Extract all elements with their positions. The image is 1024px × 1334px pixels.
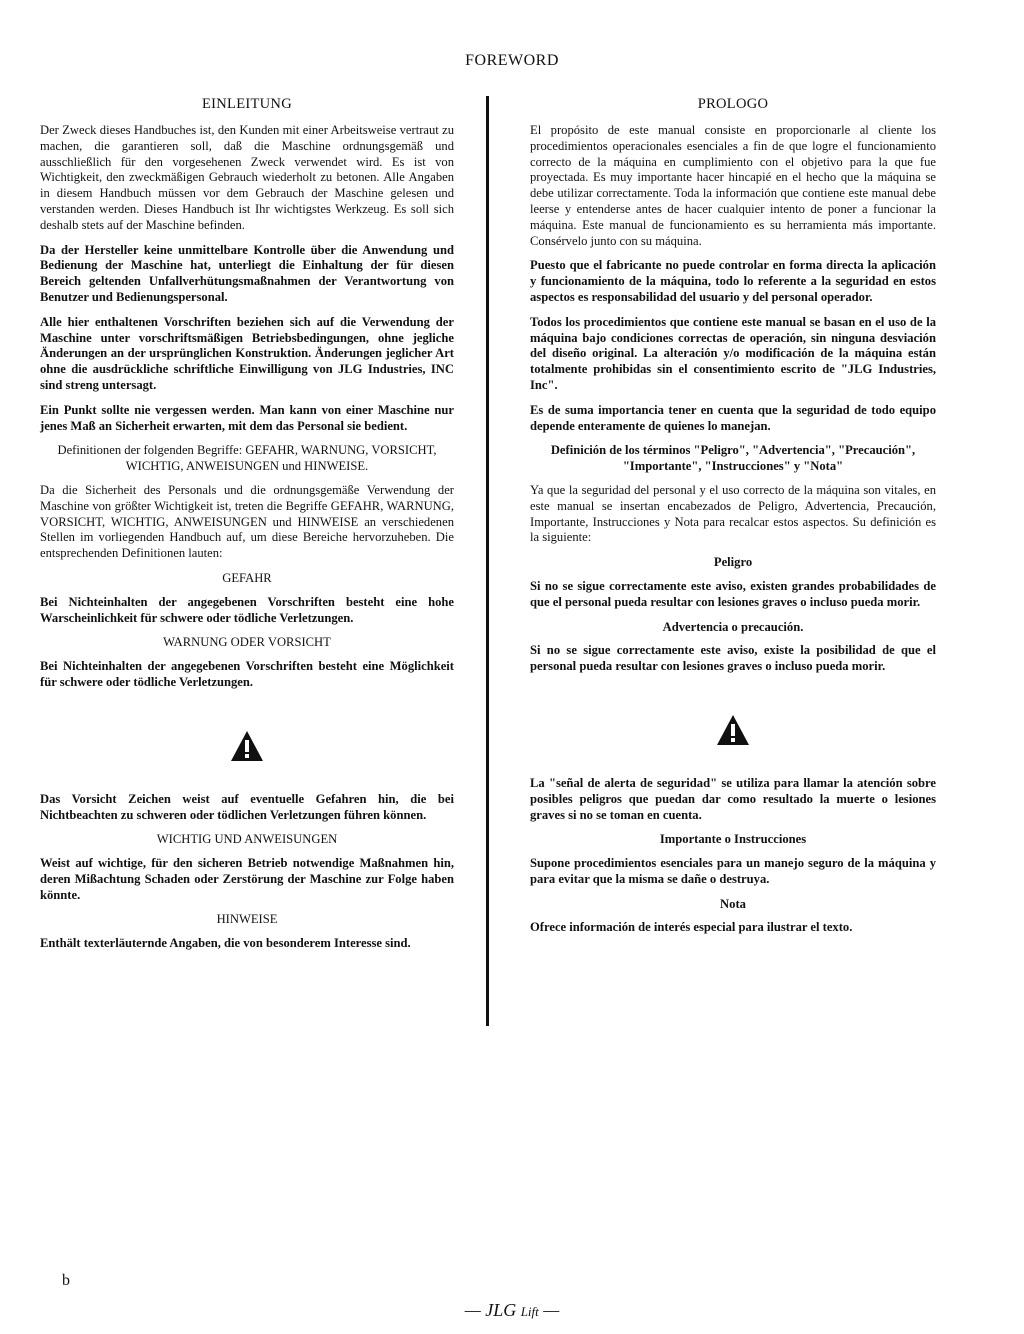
definitions-heading: Definición de los términos "Peligro", "Advertencia", "Precaución", "Importante", "Instrucciones" y "Nota" [550,443,916,474]
paragraph: La "señal de alerta de seguridad" se utiliza para llamar la atención sobre posibles peligros que puedan dar como resultado la muerte o lesiones graves si no se toman en cuenta. [530,775,936,822]
definitions-heading: Definitionen der folgenden Begriffe: GEFAHR, WARNUNG, VORSICHT, WICHTIG, ANWEISUNGEN und HINWEISE. [57,443,437,474]
paragraph: Das Vorsicht Zeichen weist auf eventuelle Gefahren hin, die bei Nichtbeachten zu schweren oder tödlichen Verletzungen führen können. [40,791,454,822]
paragraph: Enthält texterläuternde Angaben, die von besonderem Interesse sind. [40,936,411,951]
paragraph: Alle hier enthaltenen Vorschriften beziehen sich auf die Verwendung der Maschine unter vorschriftsmäßigen Betriebsbedingungen, ohne jegliche Änderungen an der ursprünglichen Konstruktion. Änderungen jeglicher Art ohne die ausdrückliche schriftliche Einwilligung von JLG Industries, INC sind streng untersagt. [40,314,454,392]
paragraph: Da die Sicherheit des Personals und die ordnungsgemäße Verwendung der Maschine von größter Wichtigkeit ist, treten die Begriffe GEFAHR, WARNUNG, VORSICHT, WICHTIG, ANWEISUNGEN und HINWEISE an verschiedenen Stellen im vorliegenden Handbuch auf, um diese Bereiche hervorzuheben. Die entsprechenden Definitionen lauten: [40,482,454,561]
paragraph: El propósito de este manual consiste en proporcionarle al cliente los procedimientos operacionales esenciales a fin de que logre el funcionamiento correcto de la máquina en cumplimiento con el objetivo para la que fue proyectada. Es muy importante hacer hincapié en el hecho que la máquina se debe utilizar correctamente. Toda la información que contiene este manual debe leerse y entenderse antes de hacer cualquier intento de poner a funcionar la máquina. Este manual de funcionamiento es su herramienta más importante. Consérvelo junto con su máquina. [530,123,936,248]
paragraph: Puesto que el fabricante no puede controlar en forma directa la aplicación y funcionamiento de la máquina, todo lo referente a la seguridad en estos aspectos es responsabilidad del usuario y del personal operador. [530,258,936,304]
heading-hinweise: HINWEISE [216,912,278,927]
heading-nota: Nota [720,896,746,911]
brand-suffix: Lift [520,1304,539,1319]
section-title-einleitung: EINLEITUNG [202,96,292,112]
paragraph: Ya que la seguridad del personal y el uso correcto de la máquina son vitales, en este manual se insertan encabezados de Peligro, Advertencia, Precaución, Importante, Instrucciones y Nota para recalcar estos aspectos. Su definición es la siguiente: [530,482,936,545]
paragraph: Supone procedimientos esenciales para un manejo seguro de la máquina y para evitar que la misma se dañe o destruya. [530,856,936,886]
warning-symbol-container [40,700,454,792]
paragraph: Es de suma importancia tener en cuenta que la seguridad de todo equipo depende enteramente de quienes lo manejan. [530,402,936,433]
footer-brand [0,1300,1024,1321]
heading-wichtig: WICHTIG UND ANWEISUNGEN [156,832,338,847]
heading-advertencia: Advertencia o precaución. [662,619,804,634]
paragraph: Der Zweck dieses Handbuches ist, den Kunden mit einer Arbeitsweise vertraut zu machen, die garantieren soll, daß die Maschine ordnungsgemäß und ausschließlich für den vorgesehenen Zweck verwendet wird. Es ist von Wichtigkeit, den zweckmäßigen Gebrauch wiederholt zu betonen. Alle Angaben in diesem Handbuch müssen vor dem Gebrauch der Maschine gelesen und verstanden werden. Dieses Handbuch ist Ihr wichtigstes Werkzeug. Es soll sich deshalb stets auf der Maschine befinden. [40,123,454,232]
paragraph: Weist auf wichtige, für den sicheren Betrieb notwendige Maßnahmen hin, deren Mißachtung Schaden oder Zerstörung der Maschine zur Folge haben könnte. [40,856,454,902]
spanish-column [530,96,936,945]
paragraph: Bei Nichteinhalten der angegebenen Vorschriften besteht eine hohe Warscheinlichkeit für schwere oder tödliche Verletzungen. [40,594,454,625]
page-title: FOREWORD [465,52,559,69]
paragraph: Todos los procedimientos que contiene este manual se basan en el uso de la máquina bajo condiciones correctas de operación, sin ninguna desviación del diseño original. La alteración y/o modificación de la máquina están totalmente prohibidas sin el consentimiento escrito de "JLG Industries, Inc". [530,314,936,392]
heading-gefahr: GEFAHR [222,570,272,585]
warning-triangle-icon [716,714,750,746]
brand-logo-text: JLG [485,1300,517,1320]
warning-triangle-icon [230,730,264,762]
warning-symbol-container [530,684,936,776]
footer-dash-left: — [464,1300,481,1320]
paragraph: Da der Hersteller keine unmittelbare Kontrolle über die Anwendung und Bedienung der Maschine hat, unterliegt die Einhaltung der für diesen Bereich geltenden Unfallverhütungsmaßnahmen der Verantwortung von Benutzer und Bedienungspersonal. [40,242,454,304]
paragraph: Ein Punkt sollte nie vergessen werden. Man kann von einer Maschine nur jenes Maß an Sicherheit erwarten, mit dem das Personal sie bedient. [40,402,454,433]
paragraph: Si no se sigue correctamente este aviso, existe la posibilidad de que el personal pueda resultar con lesiones graves o incluso pueda morir. [530,643,936,674]
page-number: b [62,1272,70,1289]
column-divider [486,96,489,1026]
paragraph: Ofrece información de interés especial para ilustrar el texto. [530,920,853,935]
section-title-prologo: PROLOGO [697,96,769,112]
heading-warnung: WARNUNG ODER VORSICHT [163,635,331,650]
heading-peligro: Peligro [713,555,753,570]
paragraph: Bei Nichteinhalten der angegebenen Vorschriften besteht eine Möglichkeit für schwere oder tödliche Verletzungen. [40,659,454,689]
heading-importante: Importante o Instrucciones [659,832,807,847]
footer-dash-right: — [543,1300,560,1320]
paragraph: Si no se sigue correctamente este aviso, existen grandes probabilidades de que el personal pueda resultar con lesiones graves o incluso pueda morir. [530,578,936,609]
german-column [40,96,454,961]
